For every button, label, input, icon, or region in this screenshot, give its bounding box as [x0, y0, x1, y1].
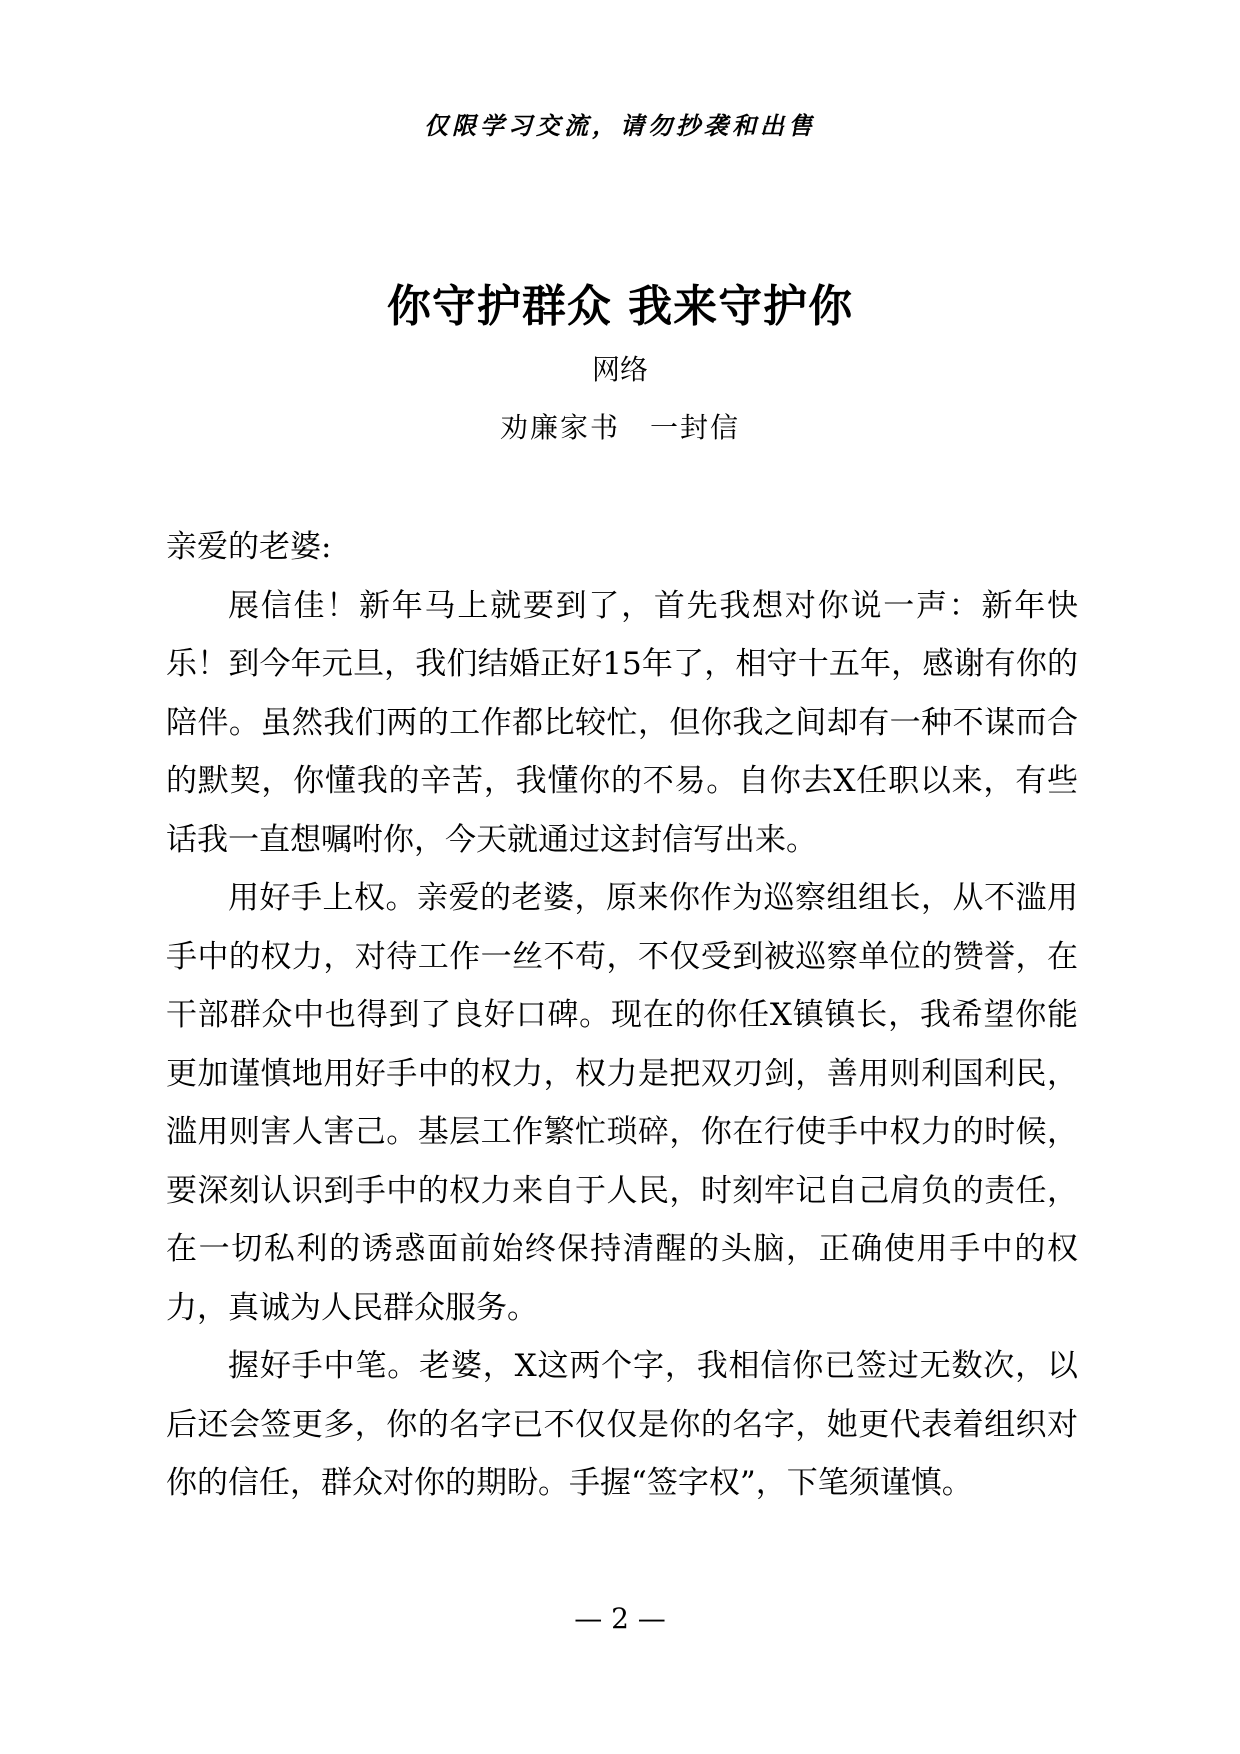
- paragraph: 展信佳！新年马上就要到了，首先我想对你说一声：新年快乐！到今年元旦，我们结婚正好15年了，相守十五年，感谢有你的陪伴。虽然我们两的工作都比较忙，但你我之间却有一种不谋而合的默契，你懂我的辛苦，我懂你的不易。自你去X任职以来，有些话我一直想嘱咐你，今天就通过这封信写出来。: [166, 587, 1078, 858]
- page-number: — 2 —: [574, 1602, 666, 1635]
- letter-body: [166, 518, 1078, 1513]
- header-note: 仅限学习交流，请勿抄袭和出售: [424, 111, 816, 140]
- document-title: 你守护群众 我来守护你: [386, 281, 854, 332]
- paragraph: 用好手上权。亲爱的老婆，原来你作为巡察组组长，从不滥用手中的权力，对待工作一丝不苟，不仅受到被巡察单位的赞誉，在干部群众中也得到了良好口碑。现在的你任X镇镇长，我希望你能更加谨慎地用好手中的权力，权力是把双刃剑，善用则利国利民，滥用则害人害己。基层工作繁忙琐碎，你在行使手中权力的时候，要深刻认识到手中的权力来自于人民，时刻牢记自己肩负的责任，在一切私利的诱惑面前始终保持清醒的头脑，正确使用手中的权力，真诚为人民群众服务。: [166, 880, 1078, 1326]
- letter-greeting: 亲爱的老婆:: [166, 529, 332, 565]
- source-label: 网络: [591, 353, 648, 386]
- document-subtitle: 劝廉家书 一封信: [499, 411, 740, 444]
- paragraph: 握好手中笔。老婆，X这两个字，我相信你已签过无数次，以后还会签更多，你的名字已不仅仅是你的名字，她更代表着组织对你的信任，群众对你的期盼。手握“签字权”，下笔须谨慎。: [166, 1348, 1078, 1501]
